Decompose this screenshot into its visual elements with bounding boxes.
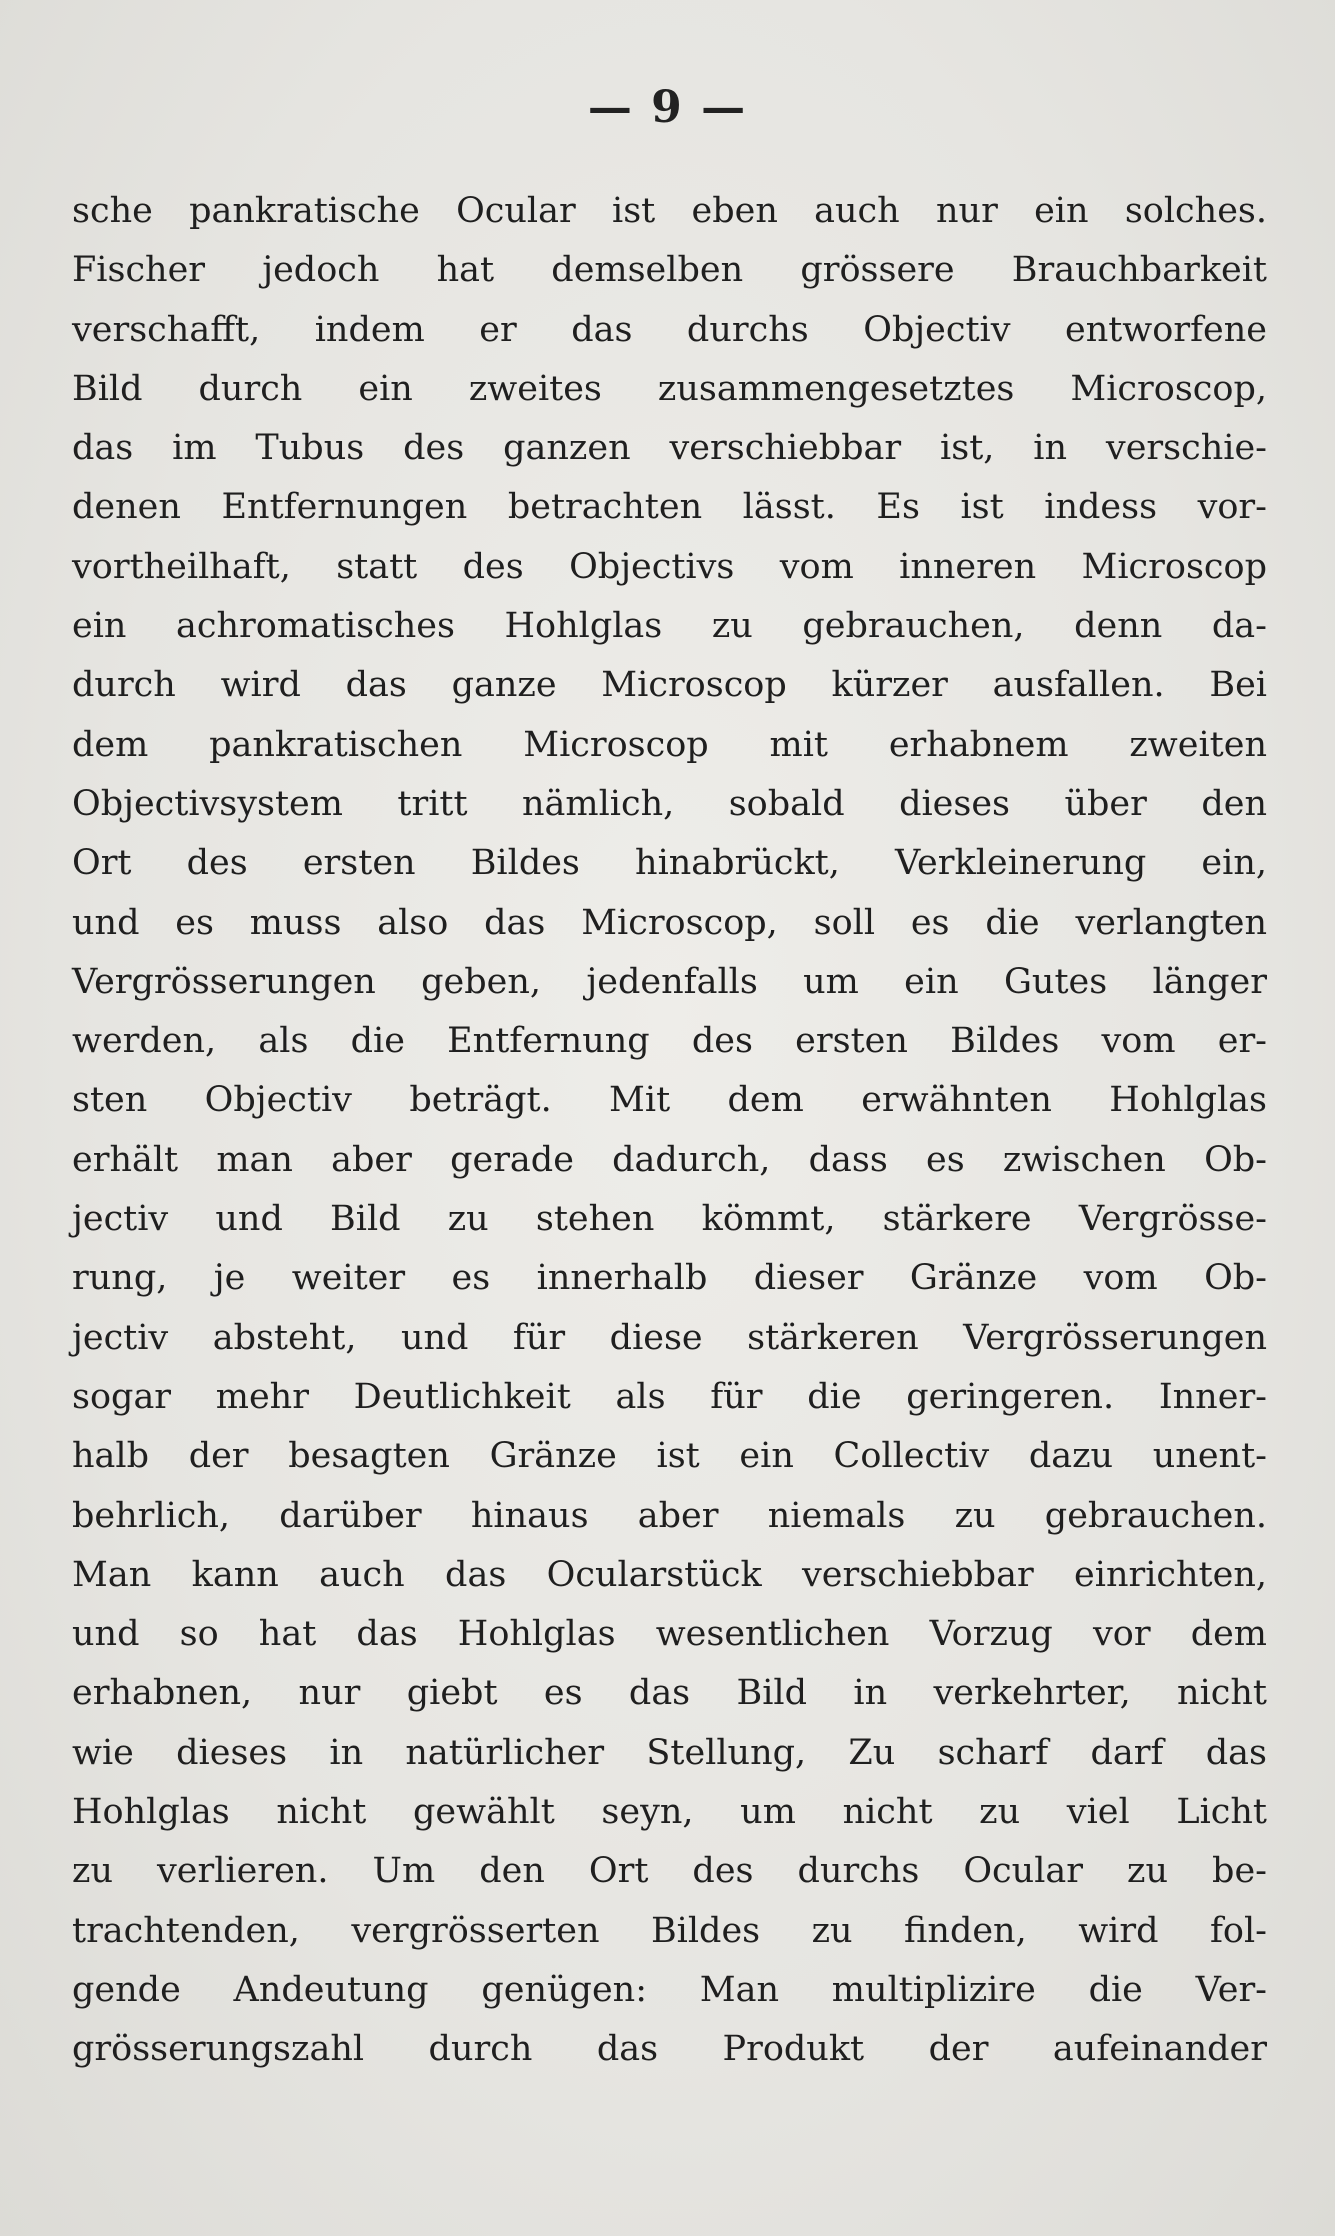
text-line: das im Tubus des ganzen verschiebbar ist, in verschie-	[72, 428, 1267, 469]
text-line: Fischer jedoch hat demselben grössere Brauchbarkeit	[72, 250, 1267, 291]
text-line: zu verlieren. Um den Ort des durchs Ocular zu be-	[72, 1851, 1267, 1892]
text-line: sten Objectiv beträgt. Mit dem erwähnten Hohlglas	[72, 1080, 1267, 1121]
text-line: erhält man aber gerade dadurch, dass es zwischen Ob-	[72, 1139, 1267, 1180]
text-line: rung, je weiter es innerhalb dieser Gränze vom Ob-	[72, 1258, 1267, 1299]
text-line: werden, als die Entfernung des ersten Bildes vom er-	[72, 1021, 1267, 1062]
body-text	[72, 182, 1267, 2080]
text-line: Vergrösserungen geben, jedenfalls um ein Gutes länger	[72, 961, 1267, 1002]
text-line: jectiv absteht, und für diese stärkeren Vergrösserungen	[72, 1317, 1267, 1358]
text-line: und es muss also das Microscop, soll es die verlangten	[72, 902, 1267, 943]
text-line: Ort des ersten Bildes hinabrückt, Verkleinerung ein,	[72, 843, 1267, 884]
text-line: und so hat das Hohlglas wesentlichen Vorzug vor dem	[72, 1614, 1267, 1655]
text-line: ein achromatisches Hohlglas zu gebrauchen, denn da-	[72, 606, 1267, 647]
text-line: Bild durch ein zweites zusammengesetztes Microscop,	[72, 368, 1267, 409]
text-line: trachtenden, vergrösserten Bildes zu finden, wird fol-	[72, 1910, 1267, 1951]
page-number: — 9 —	[587, 82, 748, 133]
text-line: vortheilhaft, statt des Objectivs vom inneren Microscop	[72, 546, 1267, 587]
text-line: jectiv und Bild zu stehen kömmt, stärkere Vergrösse-	[72, 1199, 1267, 1240]
text-line: Hohlglas nicht gewählt seyn, um nicht zu viel Licht	[72, 1792, 1267, 1833]
text-line: halb der besagten Gränze ist ein Collectiv dazu unent-	[72, 1436, 1267, 1477]
text-line: durch wird das ganze Microscop kürzer ausfallen. Bei	[72, 665, 1267, 706]
text-line: grösserungszahl durch das Produkt der aufeinander	[72, 2029, 1267, 2070]
text-line: denen Entfernungen betrachten lässt. Es ist indess vor-	[72, 487, 1267, 528]
text-line: verschafft, indem er das durchs Objectiv entworfene	[72, 309, 1267, 350]
text-line: Objectivsystem tritt nämlich, sobald dieses über den	[72, 783, 1267, 824]
text-line: gende Andeutung genügen: Man multiplizire die Ver-	[72, 1969, 1267, 2010]
text-line: behrlich, darüber hinaus aber niemals zu gebrauchen.	[72, 1495, 1267, 1536]
text-line: Man kann auch das Ocularstück verschiebbar einrichten,	[72, 1554, 1267, 1595]
text-line: dem pankratischen Microscop mit erhabnem zweiten	[72, 724, 1267, 765]
text-line: wie dieses in natürlicher Stellung, Zu scharf darf das	[72, 1732, 1267, 1773]
text-line: sche pankratische Ocular ist eben auch nur ein solches.	[72, 191, 1267, 231]
text-line: sogar mehr Deutlichkeit als für die geringeren. Inner-	[72, 1376, 1267, 1417]
text-line: erhabnen, nur giebt es das Bild in verkehrter, nicht	[72, 1673, 1267, 1714]
